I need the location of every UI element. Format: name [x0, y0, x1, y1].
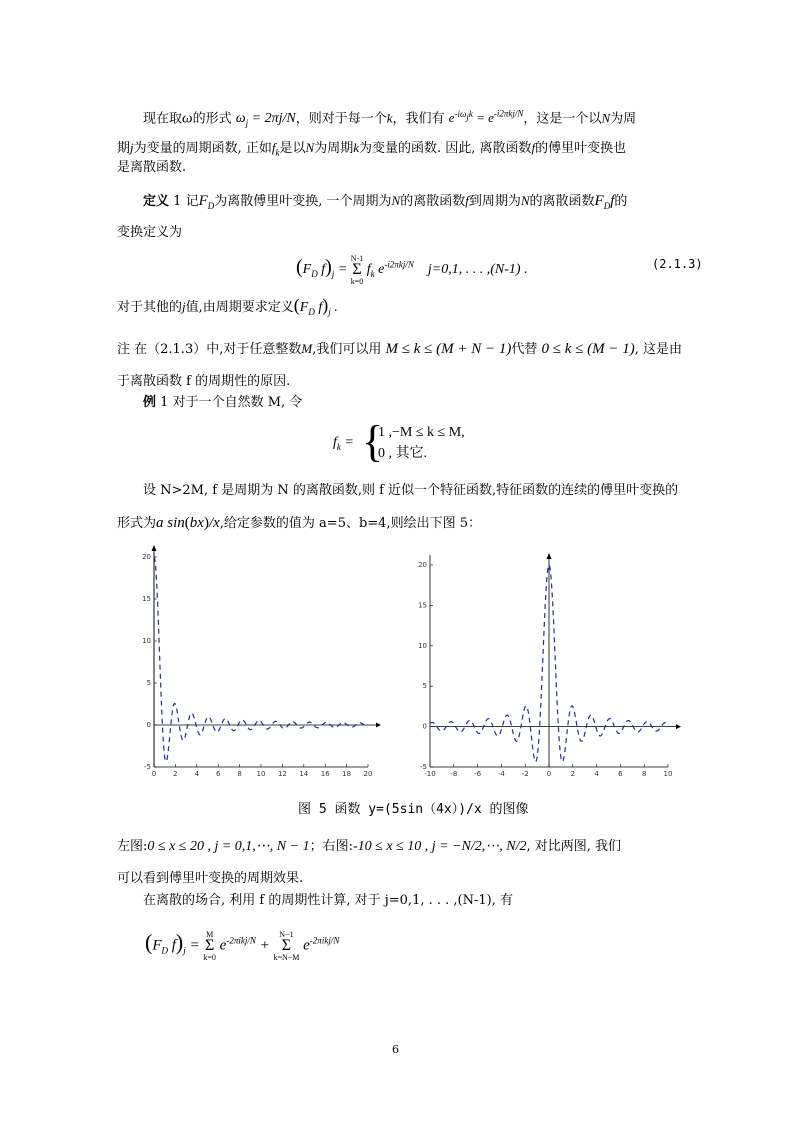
variable-f: f — [465, 193, 469, 208]
x-tick-label: 4 — [594, 770, 599, 778]
y-tick-label: 5 — [422, 682, 427, 691]
paragraph-line: 是离散函数. — [117, 160, 187, 175]
inequality-2: 0 ≤ k ≤ (M − 1) — [541, 341, 635, 357]
x-tick-label: 2 — [173, 770, 178, 778]
text-span: 的离散函数 — [400, 194, 466, 209]
text-span: 是以 — [279, 141, 306, 156]
x-tick-label: -4 — [497, 770, 505, 778]
text-span: ，我们有 — [392, 111, 445, 127]
sinc-curve — [154, 557, 368, 761]
text-span: 1 — [173, 194, 182, 209]
variable-f: f — [531, 140, 536, 155]
exponent-formula: $e^{-i\omega_jk} = e^{-i2\pi kj/N}$ — [448, 109, 524, 126]
omega-symbol: ω — [182, 110, 193, 127]
variable-k: k — [386, 110, 393, 126]
y-tick-label: -5 — [144, 763, 151, 771]
x-tick-label: 14 — [299, 770, 309, 778]
example-label: 例 — [143, 395, 157, 410]
y-tick-label: 20 — [418, 561, 427, 569]
x-tick-label: 10 — [256, 770, 266, 778]
variable-fk: $f_k$ — [271, 140, 280, 158]
text-span: ,给定参数的值为 a=5、b=4,则绘出下图 5： — [219, 516, 481, 531]
x-tick-label: 20 — [363, 770, 373, 778]
text-span: 为周期 — [314, 141, 354, 156]
text-span: 值,由周期要求定义 — [185, 300, 294, 315]
x-tick-label: 16 — [320, 770, 330, 778]
text-span: ,我们可以用 — [312, 342, 382, 357]
x-tick-label: 8 — [237, 770, 242, 778]
variable-M: M — [301, 341, 313, 356]
sinc-formula: a sin(bx)/x — [156, 515, 220, 531]
variable-N: N — [520, 193, 530, 208]
y-tick-label: 5 — [146, 679, 151, 687]
text-span: ，这是一个以 — [523, 111, 602, 127]
paragraph-line — [117, 514, 481, 533]
paragraph-line: 设 N>2M, f 是周期为 N 的离散函数,则 f 近似一个特征函数,特征函数的连续的傅里叶变换的 — [143, 483, 679, 498]
paragraph-line: 在离散的场合, 利用 f 的周期性计算, 对于 j=0,1, . . . ,(N-1), 有 — [143, 893, 513, 908]
text-span: 对于一个自然数 M, 令 — [172, 395, 303, 410]
paragraph-line — [117, 296, 338, 321]
x-tick-label: 12 — [277, 770, 287, 778]
piecewise-case-1: 1 ,−M ≤ k ≤ M, — [378, 425, 465, 440]
definition-line — [143, 192, 627, 215]
inequality-1: M ≤ k ≤ (M + N − 1) — [385, 341, 512, 357]
omega-formula: $\omega_j = 2\pi j/N$ — [235, 111, 296, 129]
x-tick-label: 18 — [342, 770, 352, 778]
text-span: 的傅里叶变换也 — [535, 141, 627, 156]
x-tick-label: 0 — [546, 770, 552, 778]
text-span: 记 — [185, 194, 199, 209]
equation-dft-sum: ($F_D$ $f)_j$ = M Σ k=0 $e^{-2\pi ikj/N}$ + N−1 Σ k=N−M $e^{-2\pi ikj/N}$ — [145, 929, 340, 962]
text-span: ，则对于每一个 — [295, 111, 387, 127]
piecewise-lhs: $f_k$ = — [333, 435, 354, 452]
paragraph-line — [143, 105, 636, 132]
variable-j: j — [182, 299, 186, 314]
text-span: 左图: — [117, 839, 148, 854]
x-tick-label: 2 — [570, 770, 576, 778]
FDf-symbol: $F_Df$ — [594, 193, 615, 211]
paragraph-line — [117, 838, 621, 856]
text-span: 形式为 — [117, 516, 157, 531]
x-tick-label: 6 — [618, 770, 623, 778]
text-span: 的形式 — [192, 111, 232, 127]
paragraph-line: 于离散函数 f 的周期性的原因. — [117, 374, 291, 389]
y-tick-label: 0 — [146, 721, 151, 729]
page-number: 6 — [392, 1043, 399, 1056]
y-tick-label: 10 — [142, 637, 151, 645]
x-tick-label: 8 — [641, 770, 647, 778]
variable-N: N — [391, 193, 401, 208]
text-span: , 这是由 — [634, 342, 682, 357]
text-span: 为周 — [610, 111, 637, 127]
text-span: 的 — [614, 194, 628, 209]
y-tick-label: 0 — [422, 722, 427, 731]
figure-caption: 图 5 函数 y=(5sin（4x）)/x 的图像 — [298, 802, 529, 817]
paragraph-line: 变换定义为 — [117, 225, 183, 240]
variable-k: k — [353, 140, 360, 155]
paragraph-line: 可以看到傅里叶变换的周期效果. — [117, 871, 304, 886]
chart-right — [418, 545, 703, 780]
x-tick-label: 6 — [215, 770, 221, 778]
variable-N: N — [601, 110, 611, 126]
x-axis-arrow-icon — [676, 724, 681, 729]
text-span: 为变量的函数. 因此, 离散函数 — [359, 141, 532, 156]
text-span: 为离散傅里叶变换, 一个周期为 — [214, 194, 392, 209]
text-span: 注 在（2.1.3）中,对于任意整数 — [117, 342, 302, 357]
text-span: 1 — [160, 395, 169, 410]
text-span: ；右图: — [309, 839, 353, 854]
x-axis-arrow-icon — [376, 723, 381, 728]
definition-label: 定义 — [143, 194, 170, 209]
x-tick-label: -8 — [450, 770, 458, 778]
x-tick-label: 4 — [194, 770, 200, 778]
note-line — [117, 340, 682, 359]
equation-dft: ($F_D$ $f)_j$ = N-1 Σ k=0 $f_k$ $e^{-i2\pi kj/N}$ j=0,1, . . . ,(N-1) . — [296, 254, 528, 286]
example-line — [143, 394, 302, 412]
x-tick-label: -6 — [474, 770, 482, 778]
variable-N: N — [305, 140, 315, 155]
x-tick-label: 0 — [151, 770, 157, 778]
text-span: 到周期为 — [468, 194, 521, 209]
paragraph-line — [117, 139, 626, 162]
y-tick-label: 15 — [142, 595, 151, 603]
text-span: 的离散函数 — [529, 194, 595, 209]
range-formula-left: 0 ≤ x ≤ 20 , j = 0,1,⋯, N − 1 — [147, 839, 310, 854]
y-tick-label: 15 — [418, 601, 427, 610]
chart-left — [140, 545, 390, 780]
text-span: 为变量的周期函数, 正如 — [133, 141, 272, 156]
piecewise-case-2: 0 , 其它. — [378, 446, 427, 461]
y-tick-label: -5 — [420, 763, 427, 771]
x-tick-label: -10 — [424, 770, 436, 778]
y-axis-arrow-icon — [547, 553, 552, 559]
equation-number: (2.1.3) — [652, 257, 703, 271]
text-span: 现在取 — [143, 111, 183, 127]
y-tick-label: 10 — [418, 641, 427, 650]
FD-symbol: $F_D$ — [198, 193, 215, 211]
FDf-expression: ($F_D$ $f)_j$ . — [293, 295, 338, 317]
text-span: 期 — [117, 141, 131, 156]
x-tick-label: -2 — [521, 770, 529, 778]
text-span: 对于其他的 — [117, 300, 183, 315]
brace-icon: { — [362, 417, 384, 466]
x-tick-label: 10 — [663, 770, 673, 778]
y-tick-label: 20 — [142, 553, 151, 561]
text-span: , 对比两图, 我们 — [526, 839, 621, 854]
variable-j: j — [130, 140, 134, 155]
range-formula-right: -10 ≤ x ≤ 10 , j = −N/2,⋯, N/2 — [352, 839, 527, 854]
text-span: 代替 — [511, 342, 538, 357]
